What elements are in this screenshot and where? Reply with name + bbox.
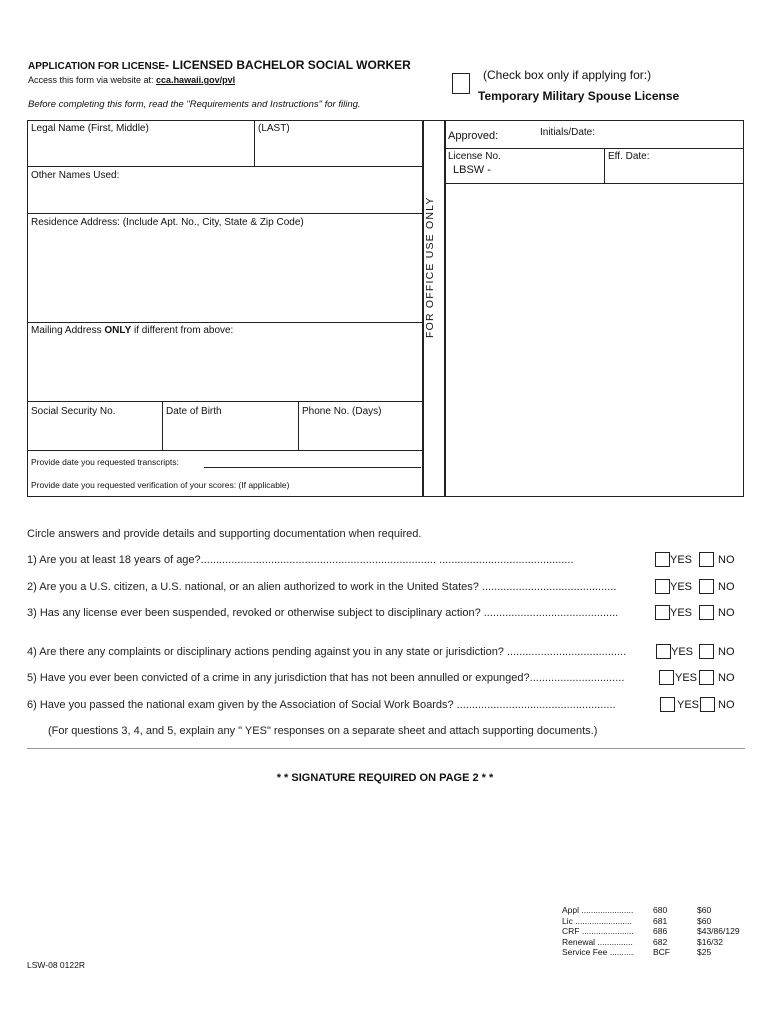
fee-labels: Appl ...................... Lic ........................ CRF ...................... Renewal ............... Service Fee .......... (562, 905, 634, 957)
phone-field[interactable]: Phone No. (Days) (302, 406, 382, 417)
divider (444, 183, 743, 184)
dob-field[interactable]: Date of Birth (166, 406, 222, 417)
verification-date-field[interactable]: Provide date you requested verification of your scores: (If applicable) (31, 480, 290, 490)
divider (27, 213, 423, 214)
question-3: 3) Has any license ever been suspended, revoked or otherwise subject to disciplinary action? ............................................ (27, 607, 619, 619)
temporary-license-label: Temporary Military Spouse License (478, 89, 680, 103)
q4-yes-checkbox[interactable] (656, 644, 671, 659)
license-prefix: LBSW - (453, 164, 491, 176)
office-use-label: FOR OFFICE USE ONLY (424, 196, 436, 338)
q2-yes-checkbox[interactable] (655, 579, 670, 594)
no-label: NO (718, 581, 735, 593)
fee-amounts: $60 $60 $43/86/129 $16/32 $25 (697, 905, 740, 957)
form-title: APPLICATION FOR LICENSE- LICENSED BACHELOR SOCIAL WORKER (28, 58, 411, 72)
form-number: LSW-08 0122R (27, 960, 85, 970)
initials-date-label: Initials/Date: (540, 127, 596, 138)
q6-no-checkbox[interactable] (700, 697, 715, 712)
q5-yes-checkbox[interactable] (659, 670, 674, 685)
effective-date-label: Eff. Date: (608, 151, 650, 162)
question-2: 2) Are you a U.S. citizen, a U.S. national, or an alien authorized to work in the United States? ............................................ (27, 581, 617, 593)
mailing-address-field[interactable]: Mailing Address ONLY if different from above: (31, 325, 234, 336)
divider (254, 120, 255, 167)
divider (444, 148, 743, 149)
yes-label: YES (677, 699, 700, 711)
instructions-note: Before completing this form, read the "Requirements and Instructions" for filing. (28, 99, 361, 110)
question-5: 5) Have you ever been convicted of a crime in any jurisdiction that has not been annulled or expunged?............................... (27, 672, 625, 684)
last-name-field[interactable]: (LAST) (258, 123, 290, 134)
temporary-license-checkbox[interactable] (452, 73, 470, 94)
divider (27, 322, 423, 323)
license-number-label: License No. (448, 151, 501, 162)
explain-note: (For questions 3, 4, and 5, explain any " YES" responses on a separate sheet and attach supporting documents.) (48, 725, 598, 737)
q6-yes-checkbox[interactable] (660, 697, 675, 712)
q1-no-checkbox[interactable] (699, 552, 714, 567)
divider (604, 148, 605, 184)
transcripts-date-input[interactable] (204, 467, 421, 468)
yes-label: YES (671, 646, 694, 658)
website-line: Access this form via website at: cca.hawaii.gov/pvl (28, 75, 236, 85)
q4-no-checkbox[interactable] (699, 644, 714, 659)
q1-yes-checkbox[interactable] (655, 552, 670, 567)
q3-no-checkbox[interactable] (699, 605, 714, 620)
no-label: NO (718, 554, 735, 566)
q3-yes-checkbox[interactable] (655, 605, 670, 620)
q5-no-checkbox[interactable] (699, 670, 714, 685)
ssn-field[interactable]: Social Security No. (31, 406, 116, 417)
office-approval-box (444, 120, 744, 497)
yes-label: YES (670, 581, 693, 593)
section-divider (27, 748, 745, 749)
transcripts-date-label: Provide date you requested transcripts: (31, 457, 179, 467)
no-label: NO (718, 699, 735, 711)
question-4: 4) Are there any complaints or disciplinary actions pending against you in any state or jurisdiction? ....................................... (27, 646, 627, 658)
yes-label: YES (670, 554, 693, 566)
residence-address-field[interactable]: Residence Address: (Include Apt. No., City, State & Zip Code) (31, 217, 304, 228)
divider (27, 450, 423, 451)
yes-label: YES (675, 672, 698, 684)
legal-name-field[interactable]: Legal Name (First, Middle) (31, 123, 149, 134)
divider (27, 401, 423, 402)
approved-label: Approved: (448, 130, 499, 142)
no-label: NO (718, 607, 735, 619)
no-label: NO (718, 646, 735, 658)
divider (162, 401, 163, 451)
yes-label: YES (670, 607, 693, 619)
divider (298, 401, 299, 451)
question-1: 1) Are you at least 18 years of age?............................................................................. ............................................ (27, 554, 574, 566)
fee-codes: 680 681 686 682 BCF (653, 905, 670, 957)
website-link[interactable]: cca.hawaii.gov/pvl (156, 75, 236, 85)
other-names-field[interactable]: Other Names Used: (31, 170, 120, 181)
signature-note: * * SIGNATURE REQUIRED ON PAGE 2 * * (276, 772, 494, 784)
q2-no-checkbox[interactable] (699, 579, 714, 594)
no-label: NO (718, 672, 735, 684)
questions-intro: Circle answers and provide details and supporting documentation when required. (27, 528, 422, 540)
temporary-check-note: (Check box only if applying for:) (483, 68, 652, 82)
question-6: 6) Have you passed the national exam given by the Association of Social Work Boards? .................................................... (27, 699, 616, 711)
divider (27, 166, 423, 167)
